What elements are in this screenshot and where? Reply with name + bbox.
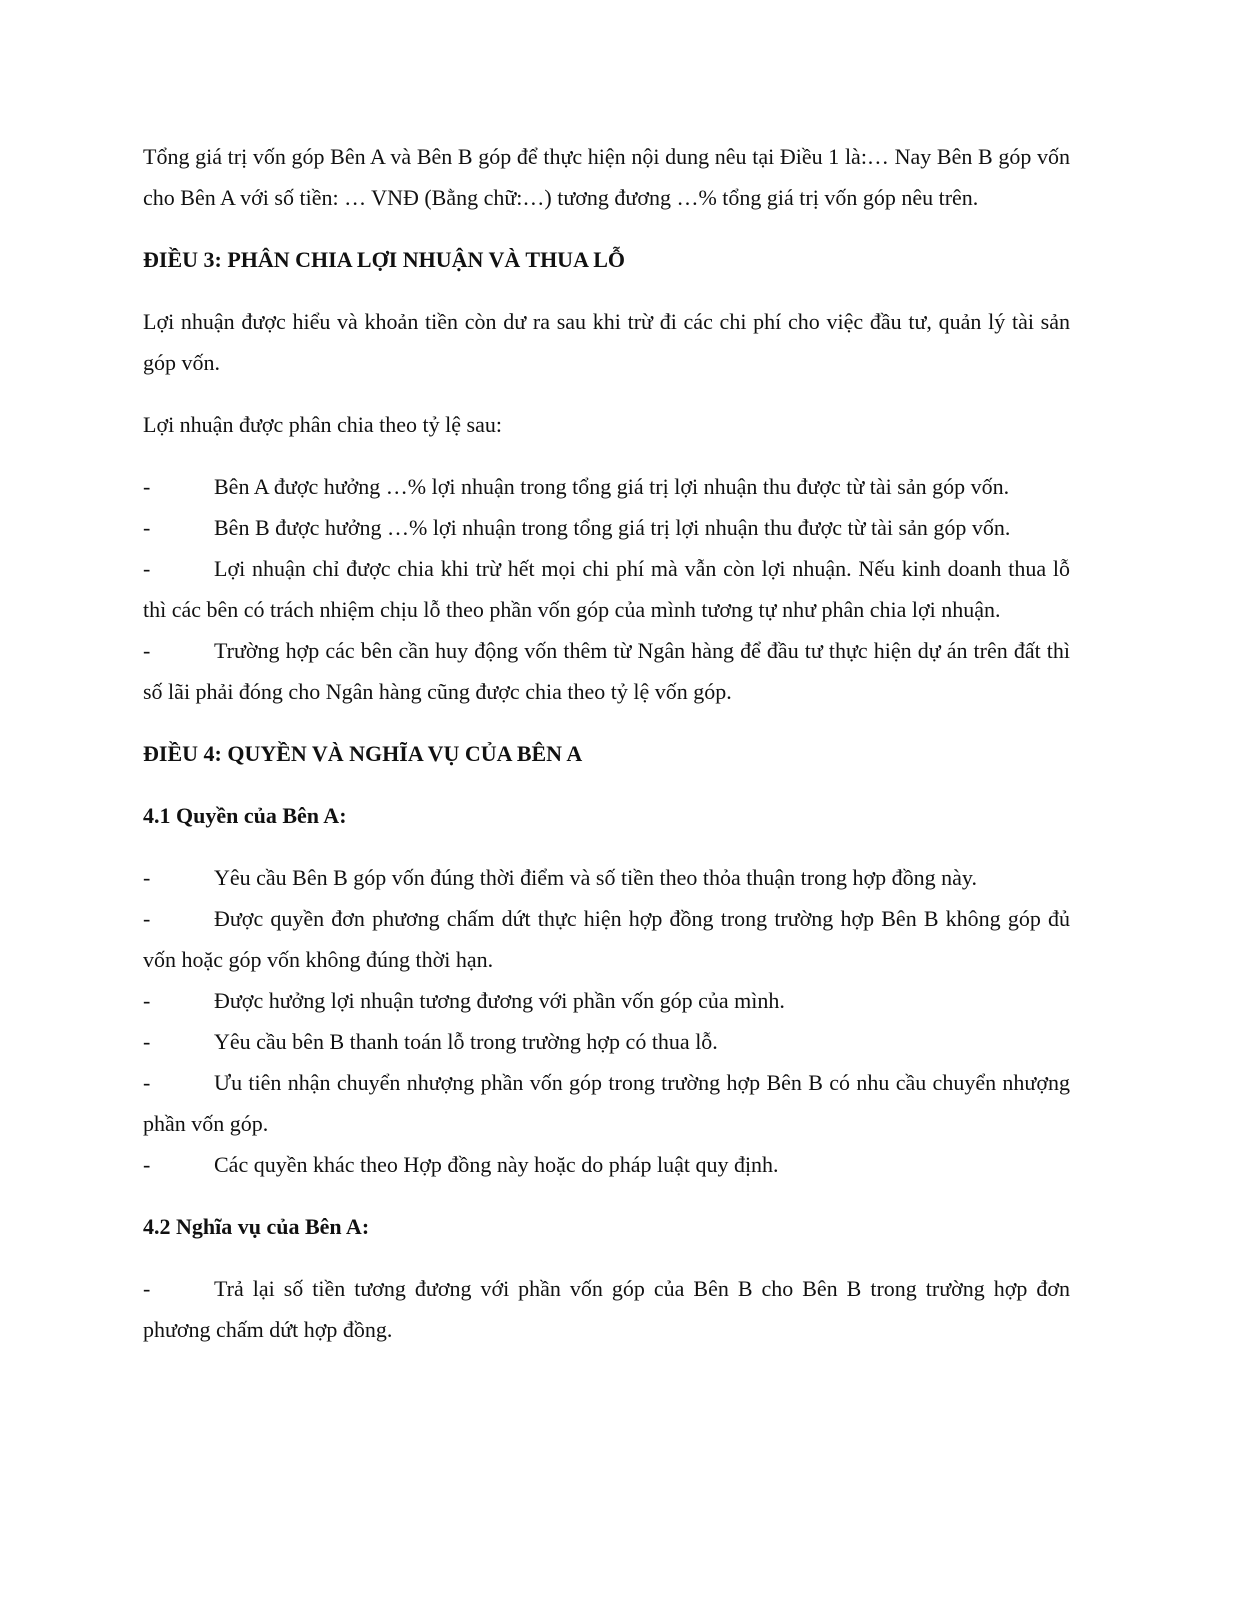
list-item: - Trả lại số tiền tương đương với phần vốn góp của Bên B cho Bên B trong trường hợp đơn phương chấm dứt hợp đồng. xyxy=(143,1268,1070,1350)
list-item: - Ưu tiên nhận chuyển nhượng phần vốn góp trong trường hợp Bên B có nhu cầu chuyển nhượng phần vốn góp. xyxy=(143,1062,1070,1144)
list-item: - Yêu cầu bên B thanh toán lỗ trong trường hợp có thua lỗ. xyxy=(143,1021,1070,1062)
bullet-marker: - xyxy=(143,515,151,540)
article-3-title: ĐIỀU 3: PHÂN CHIA LỢI NHUẬN VÀ THUA LỖ xyxy=(143,247,626,272)
list-item: - Lợi nhuận chỉ được chia khi trừ hết mọi chi phí mà vẫn còn lợi nhuận. Nếu kinh doanh thua lỗ thì các bên có trách nhiệm chịu lỗ theo phần vốn góp của mình tương tự như phân chia lợi nhuận. xyxy=(143,548,1070,630)
section-4-1-title: 4.1 Quyền của Bên A: xyxy=(143,803,347,828)
section-4-2-bullet-list xyxy=(143,1268,1070,1350)
article-3-bullet-list xyxy=(143,466,1070,712)
list-item: - Được quyền đơn phương chấm dứt thực hiện hợp đồng trong trường hợp Bên B không góp đủ vốn hoặc góp vốn không đúng thời hạn. xyxy=(143,898,1070,980)
bullet-marker: - xyxy=(143,865,151,890)
bullet-marker: - xyxy=(143,556,151,581)
article-3-paragraph-1: Lợi nhuận được hiểu và khoản tiền còn dư ra sau khi trừ đi các chi phí cho việc đầu tư, quản lý tài sản góp vốn. xyxy=(143,309,1070,375)
bullet-marker: - xyxy=(143,988,151,1013)
article-3-paragraph-2: Lợi nhuận được phân chia theo tỷ lệ sau: xyxy=(143,412,502,437)
bullet-marker: - xyxy=(143,638,151,663)
bullet-marker: - xyxy=(143,474,151,499)
bullet-marker: - xyxy=(143,1070,151,1095)
intro-paragraph: Tổng giá trị vốn góp Bên A và Bên B góp để thực hiện nội dung nêu tại Điều 1 là:… Nay Bên B góp vốn cho Bên A với số tiền: … VNĐ (Bằng chữ:…) tương đương …% tổng giá trị vốn góp nêu trên. xyxy=(143,144,1070,210)
list-item: - Yêu cầu Bên B góp vốn đúng thời điểm và số tiền theo thỏa thuận trong hợp đồng này. xyxy=(143,857,1070,898)
section-4-1-bullet-list xyxy=(143,857,1070,1185)
bullet-marker: - xyxy=(143,1152,151,1177)
bullet-marker: - xyxy=(143,1276,151,1301)
list-item: - Bên B được hưởng …% lợi nhuận trong tổng giá trị lợi nhuận thu được từ tài sản góp vốn. xyxy=(143,507,1070,548)
list-item: - Các quyền khác theo Hợp đồng này hoặc do pháp luật quy định. xyxy=(143,1144,1070,1185)
article-4-title: ĐIỀU 4: QUYỀN VÀ NGHĨA VỤ CỦA BÊN A xyxy=(143,741,583,766)
document-page xyxy=(143,136,1070,1350)
section-4-2-title: 4.2 Nghĩa vụ của Bên A: xyxy=(143,1214,370,1239)
list-item: - Trường hợp các bên cần huy động vốn thêm từ Ngân hàng để đầu tư thực hiện dự án trên đất thì số lãi phải đóng cho Ngân hàng cũng được chia theo tỷ lệ vốn góp. xyxy=(143,630,1070,712)
bullet-marker: - xyxy=(143,906,151,931)
list-item: - Được hưởng lợi nhuận tương đương với phần vốn góp của mình. xyxy=(143,980,1070,1021)
bullet-marker: - xyxy=(143,1029,151,1054)
list-item: - Bên A được hưởng …% lợi nhuận trong tổng giá trị lợi nhuận thu được từ tài sản góp vốn. xyxy=(143,466,1070,507)
